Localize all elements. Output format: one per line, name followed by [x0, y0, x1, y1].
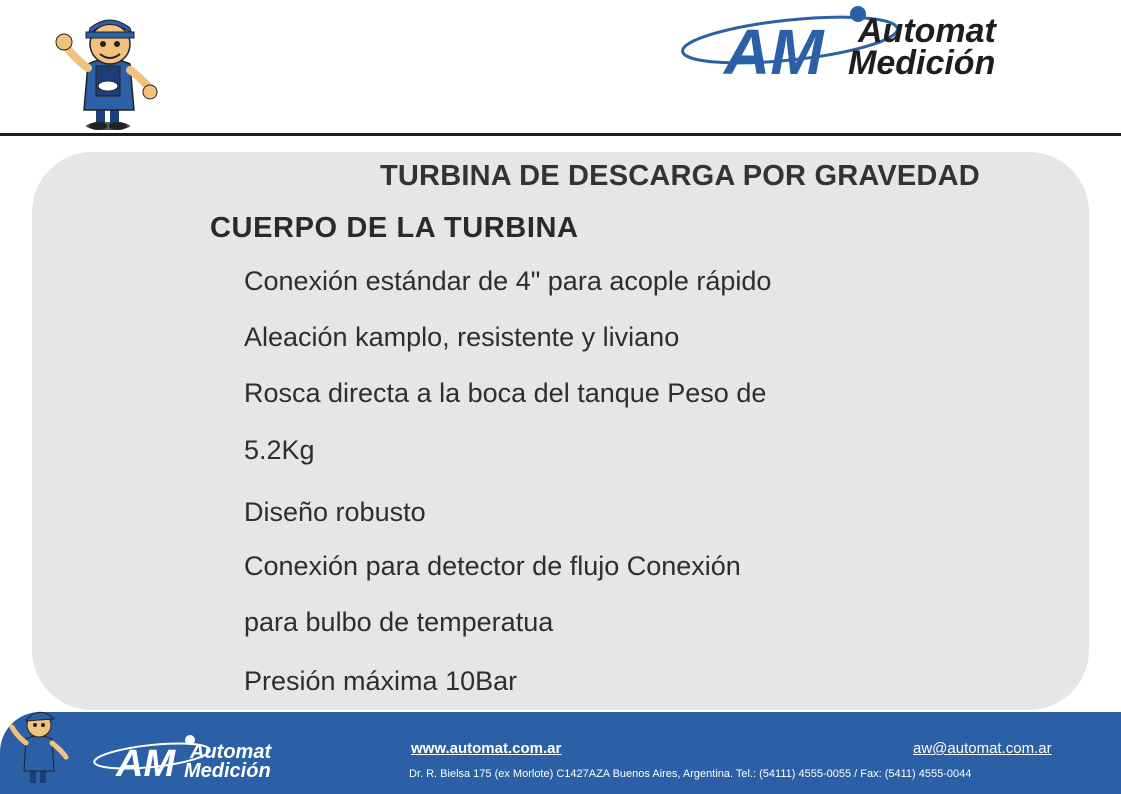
footer-address: Dr. R. Bielsa 175 (ex Morlote) C1427AZA Buenos Aires, Argentina. Tel.: (54111) 4555-0055 / Fax: (5411) 4555-0044	[409, 768, 972, 780]
logo-line-1: Automat	[858, 12, 996, 50]
footer-mascot-illustration	[8, 705, 70, 787]
email-link[interactable]: aw@automat.com.ar	[913, 740, 1052, 757]
feature-item: Conexión para detector de flujo Conexión	[244, 551, 741, 581]
website-link[interactable]: www.automat.com.ar	[411, 740, 562, 757]
feature-item: Aleación kamplo, resistente y liviano	[244, 322, 680, 352]
logo-line-2: Medición	[848, 44, 996, 82]
feature-item: 5.2Kg	[244, 435, 315, 465]
feature-item: Presión máxima 10Bar	[244, 666, 518, 696]
mascot-illustration	[50, 14, 160, 132]
feature-item: Diseño robusto	[244, 497, 426, 527]
svg-text:AM: AM	[724, 16, 824, 88]
feature-item: para bulbo de temperatua	[244, 607, 554, 637]
page-title: TURBINA DE DESCARGA POR GRAVEDAD	[380, 160, 980, 192]
section-subtitle: CUERPO DE LA TURBINA	[210, 212, 579, 244]
feature-item: Conexión estándar de 4" para acople rápido	[244, 266, 772, 296]
automat-medicion-logo	[680, 0, 1080, 88]
footer-logo-line-1: Automat	[190, 741, 272, 763]
footer-logo	[92, 730, 322, 784]
header-divider	[0, 133, 1121, 136]
feature-item: Rosca directa a la boca del tanque Peso de	[244, 378, 767, 408]
footer-logo-line-2: Medición	[184, 760, 271, 782]
svg-text:AM: AM	[116, 743, 176, 784]
